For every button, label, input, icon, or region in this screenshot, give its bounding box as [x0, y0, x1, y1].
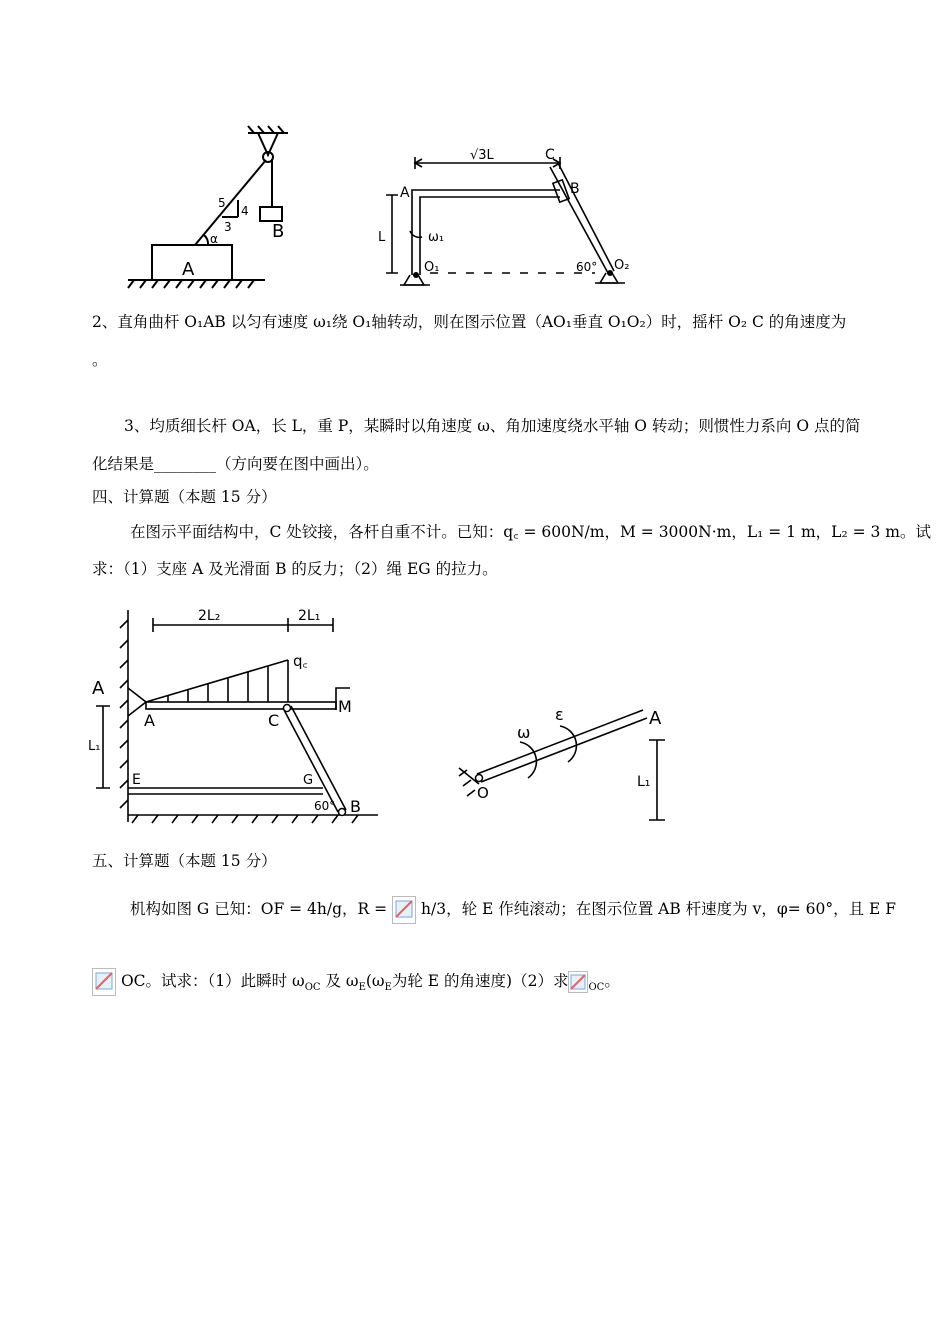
fig4-omega: ω — [517, 723, 531, 742]
fig2-label-O1: O₁ — [424, 260, 440, 275]
s5-line2-a: OC。试求：（1）此瞬时 ω — [120, 972, 305, 990]
figure-structure — [88, 600, 388, 832]
fig3-M: M — [338, 697, 352, 716]
s5-line1 — [130, 896, 896, 924]
fig2-label-C: C — [545, 147, 555, 163]
sub-e: E — [358, 982, 366, 994]
fig3-G: G — [303, 773, 314, 788]
fig3-E: E — [132, 772, 141, 788]
figure-incline-pulley — [120, 125, 300, 295]
s5-line1-b: h/3，轮 E 作纯滚动；在图示位置 AB 杆速度为 v，φ= 60°，且 E F — [421, 900, 897, 918]
fig2-omega: ω₁ — [428, 230, 445, 245]
fig2-label-L: L — [378, 230, 386, 245]
fig2-label-A: A — [400, 185, 410, 201]
fig1-alpha: α — [210, 232, 218, 246]
s5-line2-c: (ω — [365, 972, 385, 990]
fig1-num5: 5 — [218, 196, 226, 210]
sub-oc2: OC — [588, 982, 605, 994]
fig2-label-B: B — [570, 181, 580, 197]
fig3-C: C — [268, 711, 280, 730]
fig3-dim2: 2L₁ — [298, 608, 321, 624]
fig3-A: A — [144, 711, 155, 730]
fig3-L: L₁ — [88, 739, 101, 754]
fig3-B: B — [350, 797, 361, 816]
fig4-L: L₁ — [637, 774, 651, 790]
s4-line2: 求：（1）支座 A 及光滑面 B 的反力；（2）绳 EG 的拉力。 — [92, 560, 498, 578]
fig3-dim1: 2L₂ — [198, 608, 221, 624]
sub-e2: E — [384, 982, 392, 994]
fig2-label-O2: O₂ — [614, 258, 630, 273]
broken-image-icon — [92, 968, 116, 996]
sub-oc: OC — [304, 982, 321, 994]
fig4-eps: ε — [555, 705, 564, 724]
broken-image-icon — [392, 896, 416, 924]
s5-line2-b: 及 ω — [325, 972, 359, 990]
s5-line2-e: 。 — [604, 972, 620, 990]
fig3-A-top: A — [92, 678, 105, 699]
fig1-num4: 4 — [241, 204, 249, 218]
fig2-angle: 60° — [576, 260, 598, 274]
q2-line2: 。 — [92, 351, 108, 369]
s5-line2 — [92, 968, 620, 999]
s5-line2-d: 为轮 E 的角速度)（2）求 — [391, 972, 569, 990]
fig3-angle: 60° — [314, 799, 336, 813]
fig3-qc: q꜀ — [293, 652, 308, 670]
fig1-label-B: B — [272, 221, 285, 242]
fig2-dim: √3L — [470, 148, 494, 163]
section5-heading: 五、计算题（本题 15 分） — [92, 852, 277, 870]
figure-rod-OA — [445, 700, 685, 830]
section4-heading: 四、计算题（本题 15 分） — [92, 488, 277, 506]
q2-line1: 2、直角曲杆 O₁AB 以匀有速度 ω₁绕 O₁轴转动，则在图示位置（AO₁垂直 O₁O₂）时，摇杆 O₂ C 的角速度为 — [92, 313, 847, 331]
s5-line1-a: 机构如图 G 已知：OF = 4h/g，R = — [130, 900, 388, 918]
broken-image-icon — [568, 971, 588, 993]
figure-crank-mechanism — [370, 145, 640, 295]
s4-line1: 在图示平面结构中，C 处铰接，各杆自重不计。已知：q꜀ = 600N/m，M = 3000N·m，L₁ = 1 m，L₂ = 3 m。试 — [130, 523, 931, 541]
fig4-O: O — [477, 784, 489, 802]
fig1-num3: 3 — [224, 220, 232, 234]
fig1-label-A: A — [182, 259, 195, 280]
q3-line2: 化结果是________（方向要在图中画出）。 — [92, 455, 379, 473]
fig4-A: A — [649, 708, 662, 729]
q3-line1: 3、均质细长杆 OA，长 L，重 P，某瞬时以角速度 ω、角加速度绕水平轴 O 转动；则惯性力系向 O 点的简 — [124, 417, 861, 435]
